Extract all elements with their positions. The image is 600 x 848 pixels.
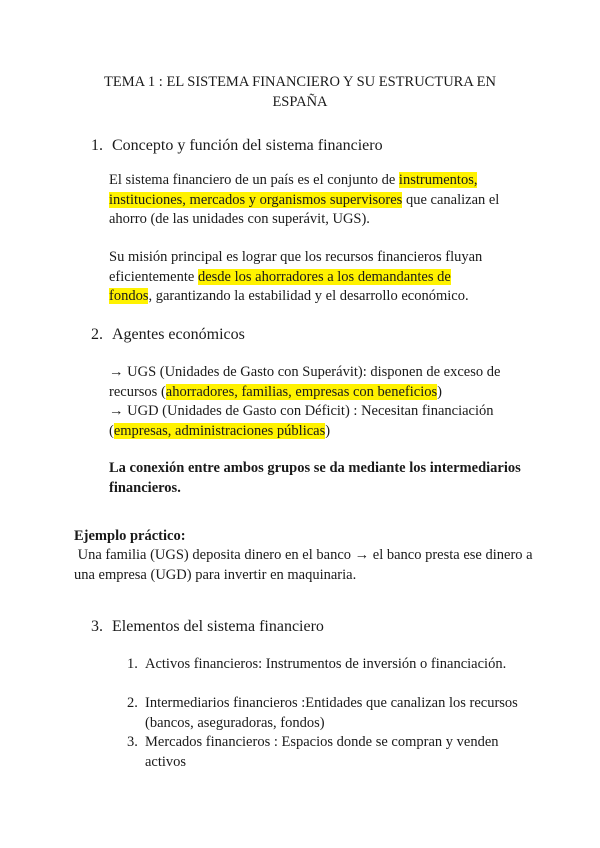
section-3-heading-text: Elementos del sistema financiero (112, 618, 324, 635)
title-line-2: ESPAÑA (272, 93, 328, 110)
ugs-text-b: ) (437, 383, 442, 400)
ugd-text-b: ) (325, 422, 331, 439)
ugs-highlight: ahorradores, familias, empresas con beneficios (165, 383, 438, 400)
ugs-text-a: → UGS (Unidades de Gasto con Superávit): disponen de exceso de recursos ( (109, 364, 501, 400)
section-1-paragraph-2 (109, 248, 529, 307)
list-item-number: 1. (127, 656, 138, 672)
ugd-text-a: → UGD (Unidades de Gasto con Déficit) : Necesitan financiación ( (109, 403, 494, 439)
list-item (127, 733, 537, 772)
p2-highlight-2: fondos (109, 288, 149, 304)
p1-text-a: El sistema financiero de un país es el conjunto de (109, 172, 399, 188)
example-text: Una familia (UGS) deposita dinero en el banco → el banco presta ese dinero a una empresa (UGD) para invertir en maquinaria. (74, 547, 537, 583)
section-1-heading (91, 135, 551, 156)
list-item-text: Mercados financieros : Espacios donde se compran y venden activos (145, 734, 499, 770)
title-line-1: TEMA 1 : EL SISTEMA FINANCIERO Y SU ESTRUCTURA EN (104, 74, 496, 90)
section-2-heading (91, 324, 551, 345)
section-1-heading-text: Concepto y función del sistema financiero (112, 137, 383, 154)
list-item (127, 694, 537, 733)
list-item (127, 655, 537, 675)
section-1-paragraph-1 (109, 171, 529, 230)
list-item-text: Activos financieros: Instrumentos de inversión o financiación. (145, 656, 507, 672)
p2-text-b: , garantizando la estabilidad y el desarrollo económico. (148, 288, 469, 304)
p1-text-b: que canalizan el ahorro (de las unidades con superávit, UGS). (109, 191, 500, 227)
ugd-description (109, 402, 529, 441)
list-item-text: Intermediarios financieros :Entidades que canalizan los recursos (bancos, aseguradoras, fondos) (145, 695, 518, 731)
section-1-number: 1. (91, 137, 103, 154)
document-title (60, 73, 540, 112)
p2-text-a: Su misión principal es lograr que los recursos financieros fluyan eficientemente (109, 249, 483, 285)
section-2-heading-text: Agentes económicos (112, 326, 245, 343)
list-item-number: 3. (127, 734, 138, 750)
section-2-conclusion: La conexión entre ambos grupos se da mediante los intermediarios financieros. (109, 460, 521, 496)
section-2-number: 2. (91, 326, 103, 343)
list-item-number: 2. (127, 695, 138, 711)
ugd-highlight: empresas, administraciones públicas (113, 422, 326, 439)
section-3-heading (91, 616, 551, 637)
p1-highlight-2: instituciones, mercados y organismos supervisores (109, 191, 403, 208)
section-3-number: 3. (91, 618, 103, 635)
p1-highlight-1: instrumentos, (398, 172, 478, 188)
ugs-description (109, 363, 529, 402)
example-heading: Ejemplo práctico: (74, 528, 186, 544)
p2-highlight-1: desde los ahorradores a los demandantes de (197, 268, 451, 285)
